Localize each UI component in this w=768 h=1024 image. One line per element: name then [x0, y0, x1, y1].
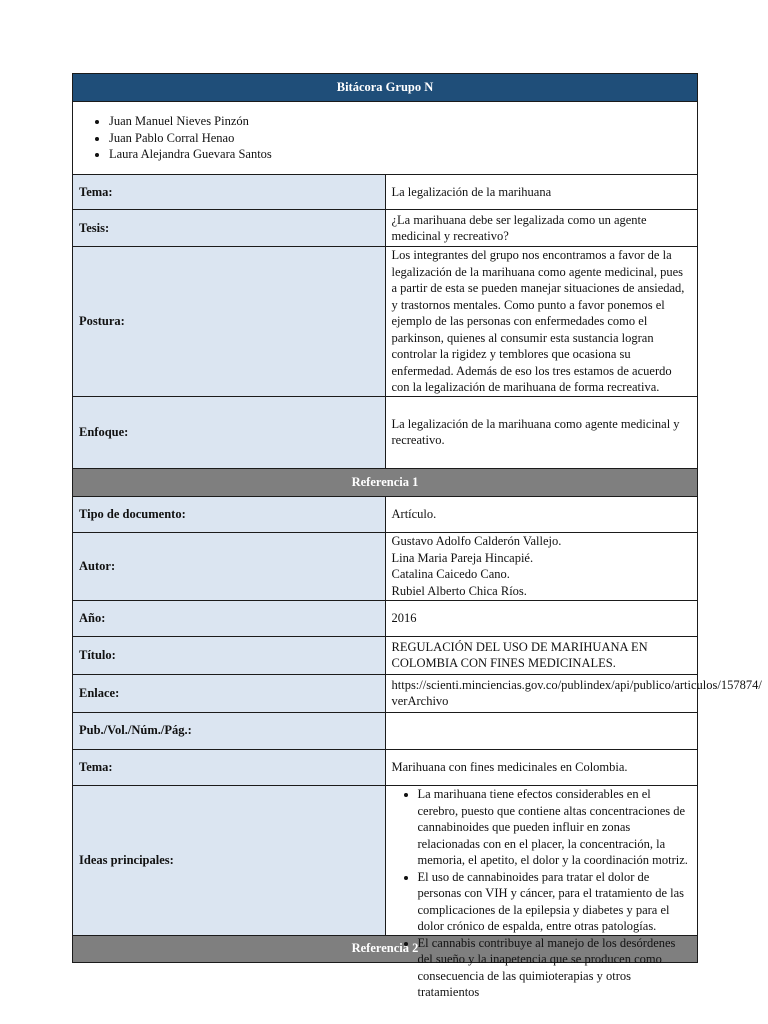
bitacora-table: [72, 73, 762, 999]
tipo-label: Tipo de documento:: [73, 496, 386, 532]
tipo-value: Artículo.: [385, 496, 698, 532]
tema-row: [73, 175, 698, 210]
pub-row: [73, 712, 698, 749]
postura-value: Los integrantes del grupo nos encontramos a favor de la legalización de la marihuana como agente medicinal, pues a partir de esta se pueden manejar situaciones de ansiedad, y trastornos mentales. Como punto a favor ponemos el ejemplo de las personas con enfermedades como el parkinson, quienes al consumir esta sustancia logran controlar la rigidez y temblores que ocasiona su enfermedad. Además de eso los tres estamos de acuerdo con la legalización de marihuana de forma recreativa.: [385, 247, 698, 397]
titulo-line: REGULACIÓN DEL USO DE MARIHUANA EN: [391, 639, 648, 654]
enlace-line: https://scienti.minciencias.gov.co/publindex/api/publico/articulos/157874/: [391, 677, 762, 692]
enlace-label: Enlace:: [73, 674, 386, 712]
ideas-list: [392, 786, 692, 1001]
autor-row: [73, 532, 698, 600]
enlace-row: [73, 674, 698, 712]
titulo-label: Título:: [73, 636, 386, 674]
idea-item: • El cannabis contribuye al manejo de los desórdenes del sueño y la inapetencia que se producen como consecuencia de las quimioterapias y otros tratamientos: [418, 935, 692, 1001]
tema-label: Tema:: [73, 175, 386, 210]
referencia-2-title: Referencia 2: [73, 935, 698, 962]
member-item: • Laura Alejandra Guevara Santos: [109, 146, 691, 163]
member-item: • Juan Pablo Corral Henao: [109, 130, 691, 147]
tema-ref-value: Marihuana con fines medicinales en Colombia.: [385, 749, 698, 785]
enlace-line: verArchivo: [391, 694, 449, 708]
pub-value: [385, 712, 698, 749]
enfoque-row: [73, 396, 698, 468]
autor-label: Autor:: [73, 532, 386, 600]
titulo-row: [73, 636, 698, 674]
anio-value: 2016: [385, 600, 698, 636]
autor-name: Gustavo Adolfo Calderón Vallejo.: [391, 534, 562, 548]
postura-label: Postura:: [73, 247, 386, 397]
enfoque-label: Enfoque:: [73, 396, 386, 468]
idea-item: • La marihuana tiene efectos considerables en el cerebro, puesto que contiene altas concentraciones de cannabinoides que pueden influir en zonas relacionadas con en el placer, la concentración, la memoria, el apetito, el dolor y la coordinación motriz.: [418, 786, 692, 869]
postura-row: [73, 247, 698, 397]
titulo-value: [385, 636, 698, 674]
members-row: [73, 102, 698, 175]
enfoque-value: La legalización de la marihuana como agente medicinal y recreativo.: [385, 396, 698, 468]
tema-value: La legalización de la marihuana: [385, 175, 698, 210]
members-list: [79, 113, 691, 163]
autor-name: Rubiel Alberto Chica Ríos.: [391, 583, 527, 598]
table-title: Bitácora Grupo N: [73, 74, 698, 102]
idea-item: • El uso de cannabinoides para tratar el dolor de personas con VIH y cáncer, para el tratamiento de las complicaciones de la epilepsia y diabetes y para el dolor crónico de espalda, entre otras patologías.: [418, 869, 692, 935]
anio-row: [73, 600, 698, 636]
tesis-value: ¿La marihuana debe ser legalizada como un agente medicinal y recreativo?: [385, 210, 698, 247]
tema-ref-row: [73, 749, 698, 785]
header-row: [73, 74, 698, 102]
members-cell: [73, 102, 698, 175]
tesis-row: [73, 210, 698, 247]
tesis-label: Tesis:: [73, 210, 386, 247]
autor-value: [385, 532, 698, 600]
member-item: • Juan Manuel Nieves Pinzón: [109, 113, 691, 130]
referencia-1-header: [73, 468, 698, 496]
autor-name: Lina Maria Pareja Hincapié.: [391, 550, 534, 565]
enlace-value: [385, 674, 762, 712]
tema-ref-label: Tema:: [73, 749, 386, 785]
ideas-row: [73, 785, 698, 935]
ideas-label: Ideas principales:: [73, 785, 386, 935]
tipo-row: [73, 496, 698, 532]
anio-label: Año:: [73, 600, 386, 636]
autor-name: Catalina Caicedo Cano.: [391, 567, 510, 581]
titulo-line: COLOMBIA CON FINES MEDICINALES.: [391, 656, 616, 670]
referencia-1-title: Referencia 1: [73, 468, 698, 496]
pub-label: Pub./Vol./Núm./Pág.:: [73, 712, 386, 749]
